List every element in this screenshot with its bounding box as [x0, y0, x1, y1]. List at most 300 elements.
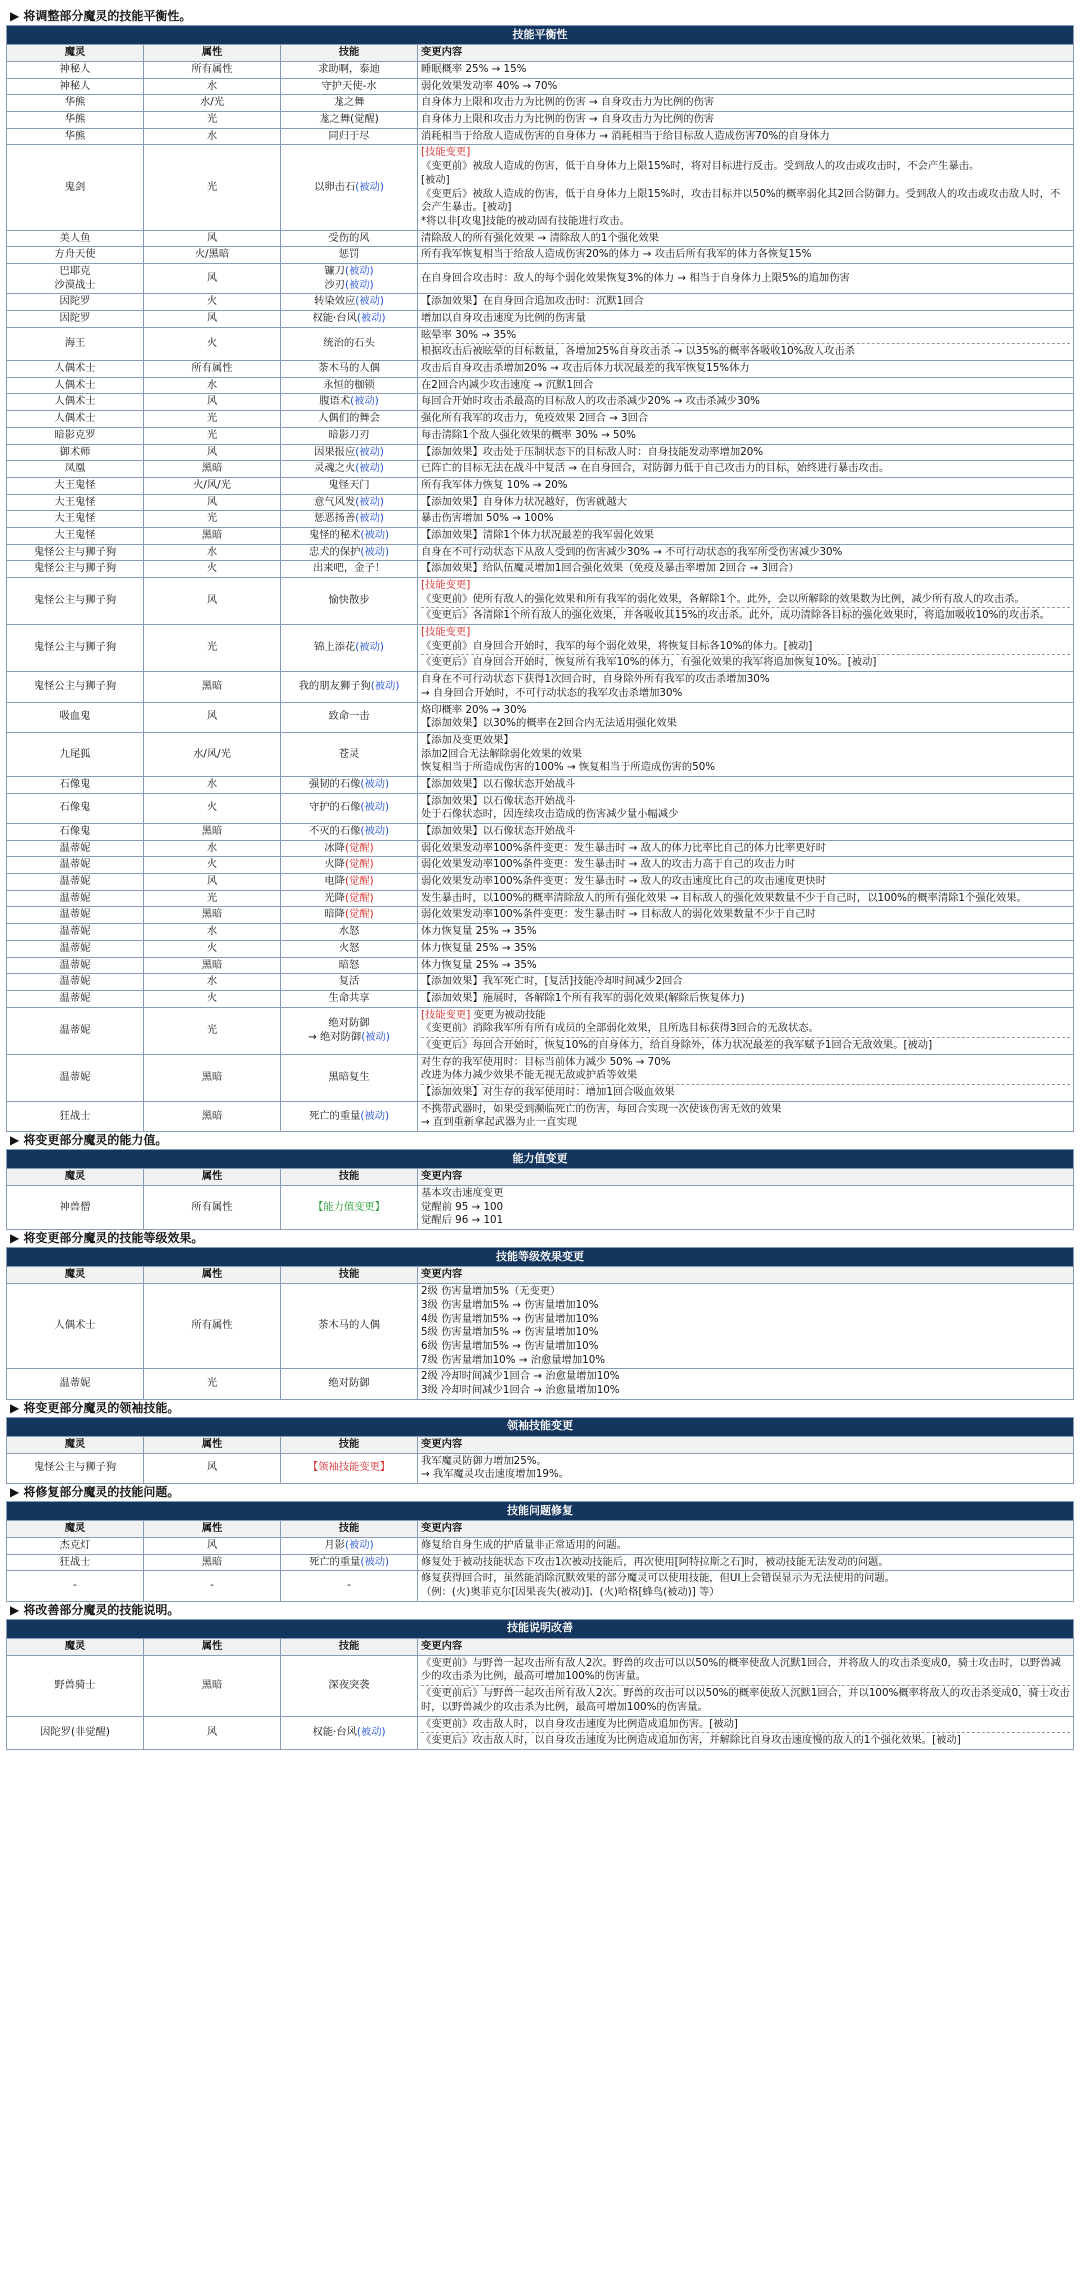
change-line: 【添加效果】攻击处于压制状态下的目标敌人时：自身技能发动率增加20%	[421, 445, 764, 458]
change-line: 添加2回合无法解除弱化效果的效果	[421, 747, 583, 760]
skill-part: (被动)	[355, 445, 384, 458]
change-content	[418, 294, 1074, 311]
monster-name: 人偶术士	[7, 411, 144, 428]
skill-part: (被动)	[360, 545, 390, 558]
skill-part: (被动)	[360, 825, 390, 837]
change-line: 4级 伤害量增加5% → 伤害量增加10%	[421, 1312, 599, 1325]
change-line: 【添加效果】给队伍魔灵增加1回合强化效果（免疫及暴击率增加 2回合 → 3回合）	[421, 562, 799, 575]
skill-name	[281, 578, 418, 625]
change-line: 《变更前》攻击敌人时，以自身攻击速度为比例造成追加伤害。[被动]	[421, 1717, 738, 1730]
skill-part: 水怒	[338, 925, 360, 938]
skill-name	[281, 294, 418, 311]
attribute: 光	[144, 112, 281, 129]
column-header: 魔灵	[7, 1267, 144, 1284]
table-caption: 能力值变更	[7, 1150, 1074, 1169]
skill-name	[281, 544, 418, 561]
monster-name: 人偶术士	[7, 1284, 144, 1369]
skill-part: 强韧的石像	[308, 777, 361, 790]
table-row	[7, 974, 1074, 991]
attribute: 所有属性	[144, 62, 281, 79]
column-header: 变更内容	[418, 1521, 1074, 1538]
skill-part: 我的朋友狮子狗	[298, 679, 371, 692]
change-line: 【添加效果】我军死亡时，[复活]技能冷却时间减少2回合	[421, 975, 683, 988]
change-line	[421, 626, 1070, 640]
skill-part: 鬼怪的秘术	[308, 528, 361, 541]
skill-part: 愉快散步	[328, 594, 370, 607]
change-content	[418, 857, 1074, 874]
skill-name	[281, 1716, 418, 1749]
change-line: 清除敌人的所有强化效果 → 清除敌人的1个强化效果	[421, 231, 659, 244]
attribute: 光	[144, 411, 281, 428]
change-line: 睡眠概率 25% → 15%	[421, 63, 527, 75]
skill-name	[281, 247, 418, 264]
skill-name	[281, 311, 418, 328]
table-row	[7, 1538, 1074, 1555]
table-caption: 技能平衡性	[7, 26, 1074, 45]
attribute: 所有属性	[144, 1186, 281, 1230]
monster-name: 暗影克罗	[7, 427, 144, 444]
skill-name	[281, 924, 418, 941]
table-caption: 技能说明改善	[7, 1619, 1074, 1638]
change-line: 自身体力上限和攻击力为比例的伤害 → 自身攻击力为比例的伤害	[421, 96, 715, 109]
divider	[421, 1037, 1070, 1038]
monster-name: 神秘人	[7, 78, 144, 95]
skill-name	[281, 128, 418, 145]
change-line: 所有我军恢复相当于给敌人造成伤害20%的体力 → 攻击后所有我军的体力各恢复15%	[421, 248, 812, 261]
attribute: 火	[144, 793, 281, 823]
monster-name: 大王鬼怪	[7, 477, 144, 494]
section-heading: ▶ 将修复部分魔灵的技能问题。	[10, 1485, 180, 1499]
monster-name: -	[7, 1571, 144, 1601]
skill-part: 尨之舞	[333, 96, 365, 109]
table-row	[7, 1571, 1074, 1601]
skill-part: 光降	[324, 891, 345, 904]
table-row	[7, 1716, 1074, 1749]
table-row	[7, 327, 1074, 360]
monster-name: 御术师	[7, 444, 144, 461]
table-row	[7, 625, 1074, 672]
table-row	[7, 732, 1074, 776]
column-header: 魔灵	[7, 1638, 144, 1655]
change-line: 【添加效果】在自身回合追加攻击时：沉默1回合	[421, 295, 644, 308]
attribute: 火	[144, 327, 281, 360]
skill-name	[281, 377, 418, 394]
attribute: -	[144, 1571, 281, 1601]
change-line: 发生暴击时，以100%的概率清除敌人的所有强化效果 → 目标敌人的强化效果数量不少于自己时，以100%的概率清除1个强化效果。	[421, 891, 1027, 904]
table-row	[7, 957, 1074, 974]
skill-name	[281, 527, 418, 544]
change-line: 修复获得回合时，虽然能消除沉默效果的部分魔灵可以使用技能，但UI上会错误显示为无法使用的问题。	[421, 1572, 895, 1585]
skill-change-tag: [技能变更]	[421, 626, 471, 639]
change-line: 处于石像状态时，因连续攻击造成的伤害减少量小幅减少	[421, 808, 679, 821]
skill-part: 灵魂之火	[314, 462, 356, 475]
change-content	[418, 311, 1074, 328]
change-line: 《变更后》攻击敌人时，以自身攻击速度为比例造成追加伤害，并解除比自身攻击速度慢的敌人的1个强化效果。[被动]	[421, 1734, 961, 1747]
skill-name	[281, 907, 418, 924]
change-line: [技能变更] 变更为被动技能	[421, 1008, 546, 1021]
skill-part: 忠犬的保护	[308, 545, 361, 558]
change-content	[418, 145, 1074, 230]
skill-name	[281, 561, 418, 578]
change-line: 【添加效果】自身体力状况越好，伤害就越大	[421, 495, 627, 508]
skill-part: 永恒的枷锁	[323, 378, 375, 391]
skill-name	[281, 840, 418, 857]
skill-name	[281, 145, 418, 230]
change-line: 《变更后》被敌人造成的伤害，低于自身体力上限15%时，攻击目标并以50%的概率弱化其2回合防御力。受到敌人的攻击或攻击敌人时，不会产生暴击。[被动]	[421, 187, 1061, 214]
skill-part: 荼木马的人偶	[318, 362, 380, 375]
change-line: 弱化效果发动率 40% → 70%	[421, 79, 558, 92]
attribute: 水	[144, 128, 281, 145]
column-header: 魔灵	[7, 45, 144, 62]
change-line: 《变更后》每回合开始时，恢复10%的自身体力，给自身除外，体力状况最差的我军赋予1回合无敌效果。[被动]	[421, 1038, 933, 1051]
table-row	[7, 361, 1074, 378]
skill-name	[281, 957, 418, 974]
skill-part: 暗降	[324, 908, 345, 921]
change-line: 自身在不可行动状态下获得1次回合时，自身除外所有我军的攻击杀增加30%	[421, 673, 770, 686]
skill-part: 权能·台风	[312, 312, 357, 324]
table-row	[7, 702, 1074, 732]
monster-name: 狂战士	[7, 1101, 144, 1131]
table-row	[7, 1284, 1074, 1369]
monster-name: 鬼怪公主与狮子狗	[7, 625, 144, 672]
change-content	[418, 874, 1074, 891]
skill-name	[281, 112, 418, 129]
table-row	[7, 874, 1074, 891]
change-line: 2级 冷却时间减少1回合 → 治愈量增加10%	[421, 1370, 620, 1383]
section-table	[6, 1501, 1074, 1602]
skill-part: 死亡的重量	[308, 1555, 361, 1568]
change-line: 弱化效果发动率100%条件变更：发生暴击时 → 目标敌人的弱化效果数量不少于自己时	[421, 908, 816, 921]
table-row	[7, 824, 1074, 841]
skill-part: 绝对防御	[328, 1377, 370, 1390]
skill-part: 复活	[338, 975, 360, 988]
change-line: 《变更前》被敌人造成的伤害，低于自身体力上限15%时，将对目标进行反击。受到敌人的攻击或攻击时，不会产生暴击。	[421, 160, 980, 173]
monster-name: 狂战士	[7, 1554, 144, 1571]
change-line: 对生存的我军使用时：目标当前体力减少 50% → 70%	[421, 1055, 671, 1068]
table-row	[7, 907, 1074, 924]
change-line: 基本攻击速度变更	[421, 1187, 504, 1200]
change-content	[418, 230, 1074, 247]
skill-part: (觉醒)	[344, 908, 374, 921]
column-header: 属性	[144, 45, 281, 62]
change-line: 弱化效果发动率100%条件变更：发生暴击时 → 敌人的体力比率比自己的体力比率更好时	[421, 841, 827, 854]
change-content	[418, 1655, 1074, 1716]
change-line: 《变更前》自身回合开始时，我军的每个弱化效果，将恢复目标各10%的体力。[被动]	[421, 639, 813, 652]
attribute: 风	[144, 578, 281, 625]
change-content	[418, 95, 1074, 112]
change-content	[418, 361, 1074, 378]
skill-part: 【领袖技能变更】	[307, 1461, 391, 1474]
skill-part: 火怒	[338, 941, 360, 954]
column-header: 变更内容	[418, 1436, 1074, 1453]
change-line: 【添加效果】对生存的我军使用时：增加1回合吸血效果	[421, 1086, 675, 1098]
skill-part: (被动)	[355, 495, 384, 508]
skill-part: (被动)	[355, 462, 384, 475]
table-row	[7, 776, 1074, 793]
change-content	[418, 1186, 1074, 1230]
monster-name: 温蒂妮	[7, 1369, 144, 1399]
attribute: 火	[144, 294, 281, 311]
monster-name: 凤凰	[7, 461, 144, 478]
monster-name: 鬼怪公主与狮子狗	[7, 561, 144, 578]
monster-name: 温蒂妮	[7, 840, 144, 857]
change-content	[418, 1007, 1074, 1054]
change-content	[418, 625, 1074, 672]
attribute: 光	[144, 511, 281, 528]
monster-name: 杰克灯	[7, 1538, 144, 1555]
skill-part: (被动)	[344, 1539, 374, 1551]
skill-part: 鬼怪天门	[328, 478, 370, 491]
column-header: 属性	[144, 1169, 281, 1186]
monster-name: 因陀罗(非觉醒)	[7, 1716, 144, 1749]
column-header: 技能	[281, 45, 418, 62]
skill-name	[281, 95, 418, 112]
monster-name: 人偶术士	[7, 377, 144, 394]
column-header: 魔灵	[7, 1169, 144, 1186]
skill-part: 不灭的石像	[308, 825, 361, 837]
attribute: 风	[144, 1716, 281, 1749]
change-content	[418, 544, 1074, 561]
attribute: 黑暗	[144, 527, 281, 544]
change-content	[418, 427, 1074, 444]
skill-name	[281, 78, 418, 95]
column-header: 变更内容	[418, 1267, 1074, 1284]
change-line: 强化所有我军的攻击力，免疫效果 2回合 → 3回合	[421, 412, 649, 425]
attribute: 风	[144, 874, 281, 891]
change-line: 烙印概率 20% → 30%	[421, 703, 527, 716]
skill-name	[281, 327, 418, 360]
change-content	[418, 1571, 1074, 1601]
table-row	[7, 1554, 1074, 1571]
monster-name: 鬼剑	[7, 145, 144, 230]
skill-name	[281, 1453, 418, 1483]
monster-name: 温蒂妮	[7, 1007, 144, 1054]
skill-part: 月影	[324, 1539, 345, 1551]
change-line: 已阵亡的目标无法在战斗中复活 → 在自身回合，对防御力低于自己攻击力的目标，始终进行暴击攻击。	[421, 462, 890, 475]
table-row	[7, 1054, 1074, 1101]
change-line: 攻击后自身攻击杀增加20% → 攻击后体力状况最差的我军恢复15%体力	[421, 362, 750, 375]
monster-name: 野兽骑士	[7, 1655, 144, 1716]
monster-name: 石像鬼	[7, 824, 144, 841]
skill-part: 意气风发	[314, 495, 356, 508]
table-row	[7, 1101, 1074, 1131]
skill-part: 受伤的风	[328, 231, 370, 244]
table-row	[7, 230, 1074, 247]
table-row	[7, 1369, 1074, 1399]
change-line: 《变更前》使所有敌人的强化效果和所有我军的弱化效果，各解除1个。此外，会以所解除的效果数为比例，减少所有敌人的攻击杀。	[421, 592, 1025, 605]
attribute: 水	[144, 377, 281, 394]
change-content	[418, 840, 1074, 857]
section-table	[6, 1417, 1074, 1484]
table-row	[7, 527, 1074, 544]
change-content	[418, 732, 1074, 776]
change-content	[418, 1453, 1074, 1483]
section-heading: ▶ 将变更部分魔灵的领袖技能。	[10, 1400, 180, 1415]
change-content	[418, 990, 1074, 1007]
change-line: 【添加效果】以30%的概率在2回合内无法适用强化效果	[421, 717, 677, 730]
table-row	[7, 1007, 1074, 1054]
change-content	[418, 776, 1074, 793]
change-line: 所有我军体力恢复 10% → 20%	[421, 478, 568, 491]
change-line: 【添加效果】以石像状态开始战斗	[421, 777, 576, 790]
change-content	[418, 494, 1074, 511]
change-content	[418, 128, 1074, 145]
monster-name: 鬼怪公主与狮子狗	[7, 1453, 144, 1483]
change-content	[418, 561, 1074, 578]
attribute: 风	[144, 702, 281, 732]
change-content	[418, 78, 1074, 95]
column-header: 魔灵	[7, 1436, 144, 1453]
attribute: 黑暗	[144, 907, 281, 924]
change-line: 《变更前后》与野兽一起攻击所有敌人2次。野兽的攻击可以以50%的概率使敌人沉默1回合，并以100%概率将敌人的攻击杀变成0，骑士攻击时，以野兽减少的攻击杀为比例，最高可增加100%的伤害量。	[421, 1687, 1070, 1713]
attribute: 所有属性	[144, 361, 281, 378]
skill-name	[281, 702, 418, 732]
section-table	[6, 1247, 1074, 1400]
skill-part: 暗影刀刃	[328, 428, 370, 441]
skill-part: 镰刀	[324, 264, 345, 277]
skill-part: 冰降	[324, 841, 345, 854]
divider	[421, 1084, 1070, 1085]
table-row	[7, 840, 1074, 857]
skill-part: (被动)	[356, 312, 386, 324]
change-line: 自身体力上限和攻击力为比例的伤害 → 自身攻击力为比例的伤害	[421, 113, 715, 126]
change-content	[418, 1284, 1074, 1369]
skill-part: 深夜突袭	[328, 1678, 370, 1691]
skill-part: (被动)	[344, 264, 374, 277]
attribute: 水	[144, 78, 281, 95]
skill-part: 统治的石头	[323, 337, 375, 350]
monster-name: 温蒂妮	[7, 990, 144, 1007]
change-content	[418, 477, 1074, 494]
table-row	[7, 857, 1074, 874]
column-header: 属性	[144, 1267, 281, 1284]
change-line: 每回合开始时攻击杀最高的目标敌人的攻击杀减少20% → 攻击杀减少30%	[421, 395, 760, 408]
skill-part: 生命共享	[328, 991, 370, 1004]
change-line: 增加以自身攻击速度为比例的伤害量	[421, 312, 586, 324]
monster-name: 大王鬼怪	[7, 494, 144, 511]
skill-part: 守护的石像	[308, 801, 361, 814]
skill-name	[281, 394, 418, 411]
skill-name	[281, 62, 418, 79]
change-content	[418, 672, 1074, 702]
table-row	[7, 924, 1074, 941]
change-line: 弱化效果发动率100%条件变更：发生暴击时 → 敌人的攻击力高于自己的攻击力时	[421, 858, 796, 871]
skill-part: (被动)	[370, 679, 400, 692]
table-row	[7, 427, 1074, 444]
change-content	[418, 1101, 1074, 1131]
change-line: 【添加及变更效果】	[421, 733, 514, 746]
skill-name	[281, 732, 418, 776]
change-line: *将以非[攻鬼]技能的被动固有技能进行攻击。	[421, 214, 630, 227]
column-header: 变更内容	[418, 45, 1074, 62]
monster-name: 华熊	[7, 112, 144, 129]
skill-part: (被动)	[360, 801, 390, 814]
change-content	[418, 461, 1074, 478]
column-header: 技能	[281, 1169, 418, 1186]
skill-name	[281, 444, 418, 461]
attribute: 火	[144, 990, 281, 1007]
skill-name	[281, 1284, 418, 1369]
table-row	[7, 128, 1074, 145]
skill-part: 惩罚	[338, 248, 360, 261]
change-content	[418, 62, 1074, 79]
skill-change-tag: [技能变更]	[421, 146, 471, 159]
skill-part: (觉醒)	[344, 875, 374, 888]
column-header: 技能	[281, 1521, 418, 1538]
change-line: 根据攻击后被眩晕的目标数量，各增加25%自身攻击杀 → 以35%的概率各吸收10%敌人攻击杀	[421, 345, 855, 358]
monster-name: 人偶术士	[7, 361, 144, 378]
table-row	[7, 411, 1074, 428]
monster-name: 方舟天使	[7, 247, 144, 264]
skill-part: (被动)	[360, 1109, 390, 1122]
skill-part: 苍灵	[338, 747, 360, 760]
table-row	[7, 263, 1074, 293]
change-line	[421, 579, 1070, 593]
change-line: 体力恢复量 25% → 35%	[421, 958, 537, 971]
skill-name	[281, 1101, 418, 1131]
skill-part: (被动)	[360, 528, 390, 541]
monster-name: 鬼怪公主与狮子狗	[7, 578, 144, 625]
change-content	[418, 924, 1074, 941]
attribute: 水	[144, 974, 281, 991]
skill-part: (觉醒)	[344, 841, 374, 854]
table-row	[7, 511, 1074, 528]
skill-part: (被动)	[360, 1555, 390, 1568]
table-caption: 技能问题修复	[7, 1502, 1074, 1521]
change-line: 6级 伤害量增加5% → 伤害量增加10%	[421, 1339, 599, 1352]
skill-part: -	[347, 1579, 351, 1592]
skill-name	[281, 974, 418, 991]
skill-part: 腹语术	[319, 395, 351, 408]
change-line: 在自身回合攻击时：敌人的每个弱化效果恢复3%的体力 → 相当于自身体力上限5%的追加伤害	[421, 271, 850, 284]
table-row	[7, 377, 1074, 394]
attribute: 风	[144, 1453, 281, 1483]
skill-part: 死亡的重量	[308, 1109, 361, 1122]
change-line: 5级 伤害量增加5% → 伤害量增加10%	[421, 1326, 599, 1339]
column-header: 魔灵	[7, 1521, 144, 1538]
change-line: 在2回合内减少攻击速度 → 沉默1回合	[421, 378, 594, 391]
monster-name: 温蒂妮	[7, 890, 144, 907]
change-line: 觉醒后 96 → 101	[421, 1214, 504, 1227]
skill-part: (被动)	[361, 1030, 390, 1043]
change-content	[418, 112, 1074, 129]
divider	[421, 1685, 1070, 1686]
table-row	[7, 544, 1074, 561]
skill-name	[281, 361, 418, 378]
skill-part: 同归于尽	[328, 129, 370, 142]
table-row	[7, 793, 1074, 823]
attribute: 水/风/光	[144, 732, 281, 776]
skill-name	[281, 990, 418, 1007]
change-line: 消耗相当于给敌人造成伤害的自身体力 → 消耗相当于给目标敌人造成伤害70%的自身体力	[421, 129, 830, 142]
change-line: 2级 伤害量增加5%（无变更）	[421, 1285, 561, 1298]
attribute: 风	[144, 444, 281, 461]
monster-name: 神兽僧	[7, 1186, 144, 1230]
skill-part: 求助啊，泰迪	[318, 63, 380, 75]
skill-part: 暗怒	[338, 958, 360, 971]
change-line: 【添加效果】清除1个体力状况最差的我军弱化效果	[421, 528, 655, 541]
attribute: 风	[144, 1538, 281, 1555]
attribute: 风	[144, 263, 281, 293]
attribute: 黑暗	[144, 1054, 281, 1101]
change-content	[418, 377, 1074, 394]
change-content	[418, 1538, 1074, 1555]
monster-name: 温蒂妮	[7, 1054, 144, 1101]
skill-part: 因果报应	[314, 445, 356, 458]
skill-name	[281, 1655, 418, 1716]
table-row	[7, 247, 1074, 264]
change-line: 弱化效果发动率100%条件变更：发生暴击时 → 敌人的攻击速度比自己的攻击速度更快时	[421, 875, 827, 888]
